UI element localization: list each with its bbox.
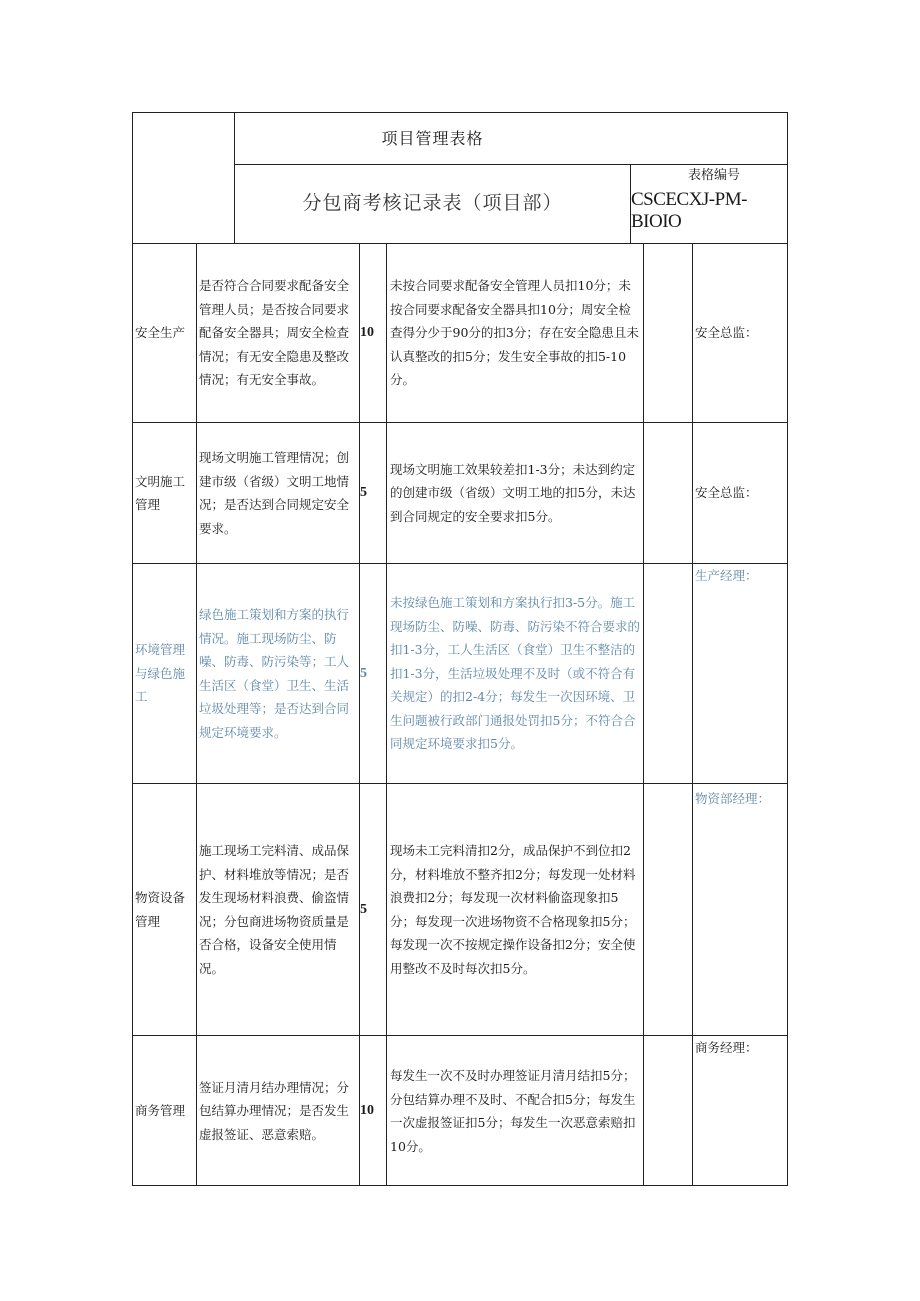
row-3-category: 环境管理与绿色施工 <box>135 642 186 705</box>
form-code-value <box>631 189 788 239</box>
row-3-criteria: 未按绿色施工策划和方案执行扣3-5分。施工现场防尘、防噪、防毒、防污染不符合要求的扣1-3分，工人生活区（食堂）卫生不整洁的扣1-3分，生活垃圾处理不及时（或不符合有关规定）的扣2-4分；每发生一次因环境、卫生问题被行政部门通报处罚扣5分；不符合合同规定环境要求扣5分。 <box>390 595 641 752</box>
col-divider-4 <box>643 243 644 1186</box>
row-2-category: 文明施工管理 <box>135 473 186 512</box>
row-2-content: 现场文明施工管理情况；创建市级（省级）文明工地情况；是否达到合同规定安全要求。 <box>199 450 350 536</box>
form-name: 分包商考核记录表（项目部） <box>302 192 563 215</box>
row-4-criteria: 现场未工完料清扣2分，成品保护不到位扣2分，材料堆放不整齐扣2分；每发现一处材料浪费扣2分；每发现一次材料偷盗现象扣5分；每发现一次进场物资不合格现象扣5分；每发现一次不按规定操作设备扣2分；安全使用整改不及时每次扣5分。 <box>390 843 636 976</box>
row-1-criteria: 未按合同要求配备安全管理人员扣10分；未按合同要求配备安全器具扣10分；周安全检查得分少于90分的扣3分；存在安全隐患且未认真整改的扣5分；发生安全事故的扣5-10分。 <box>390 278 639 388</box>
row-2-score: 5 <box>360 485 367 501</box>
form-code-line-2: BIOIO <box>631 211 682 232</box>
form-code-line-1: CSCECXJ-PM- <box>631 189 747 210</box>
row-1-content: 是否符合合同要求配备安全管理人员；是否按合同要求配备安全器具；周安全检查情况；有无安全隐患及整改情况；有无安全事故。 <box>199 278 350 388</box>
form-category-title: 项目管理表格 <box>381 128 484 148</box>
row-2-criteria: 现场文明施工效果较差扣1-3分；未达到约定的创建市级（省级）文明工地的扣5分，未达到合同规定的安全要求扣5分。 <box>390 461 636 524</box>
row-2-reviewer: 安全总监： <box>695 485 758 501</box>
form-code-label: 表格编号 <box>687 168 740 183</box>
row-4-content: 施工现场工完料清、成品保护、材料堆放等情况；是否发生现场材料浪费、偷盗情况；分包商进场物资质量是否合格，设备安全使用情况。 <box>199 843 350 976</box>
row-5-reviewer: 商务经理： <box>695 1040 758 1055</box>
row-5-category: 商务管理 <box>135 1103 186 1119</box>
row-5-criteria: 每发生一次不及时办理签证月清月结扣5分；分包结算办理不及时、不配合扣5分；每发生一次虚报签证扣5分；每发生一次恶意索赔扣10分。 <box>390 1068 636 1154</box>
row-5-content: 签证月清月结办理情况；分包结算办理情况；是否发生虚报签证、恶意索赔。 <box>199 1079 350 1142</box>
row-3-reviewer: 生产经理： <box>695 568 758 583</box>
row-1-reviewer: 安全总监： <box>695 325 758 341</box>
row-4-score: 5 <box>360 901 367 917</box>
assessment-form-table <box>132 112 788 1186</box>
row-4-category: 物资设备管理 <box>135 890 186 929</box>
row-1-category: 安全生产 <box>135 325 186 341</box>
row-3-content: 绿色施工策划和方案的执行情况。施工现场防尘、防噪、防毒、防污染等；工人生活区（食堂）卫生、生活垃圾处理等；是否达到合同规定环境要求。 <box>199 607 350 740</box>
row-5-score: 10 <box>360 1103 374 1119</box>
row-4-reviewer: 物资部经理： <box>695 791 771 806</box>
row-3-score: 5 <box>360 665 367 681</box>
row-1-score: 10 <box>360 325 374 341</box>
